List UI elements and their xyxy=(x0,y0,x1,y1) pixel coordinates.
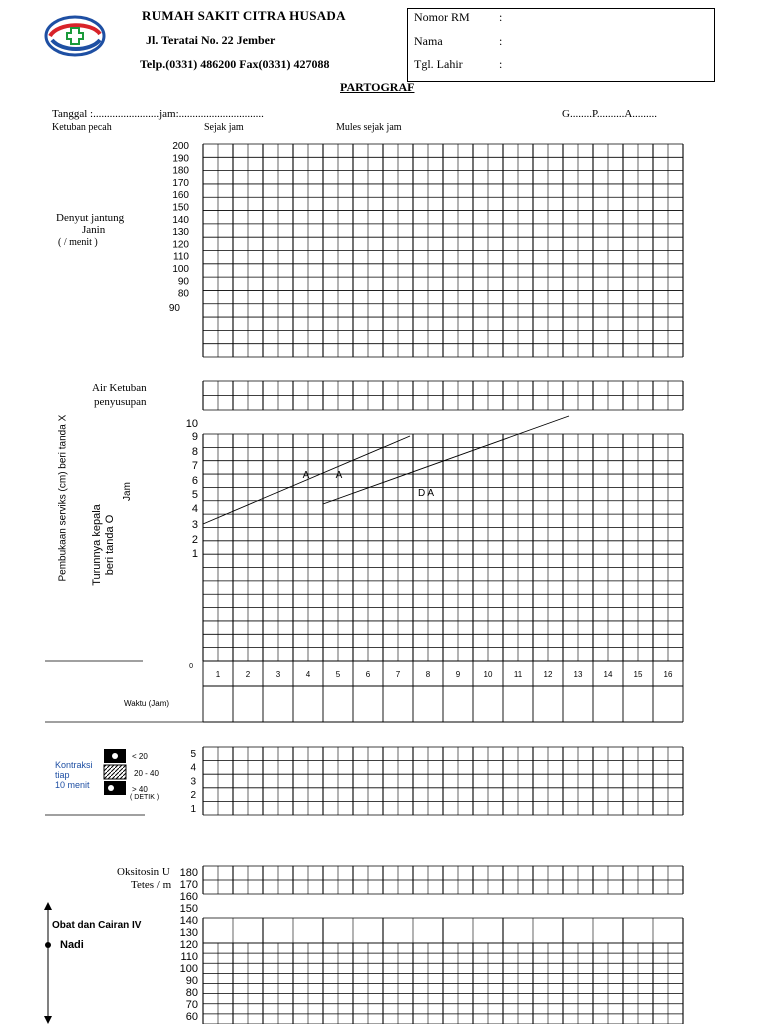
tanggal-line: Tanggal :........................jam:............................... xyxy=(52,108,264,120)
djj-tick: 160 xyxy=(172,190,189,202)
nadi-tick: 160 xyxy=(179,891,198,903)
waktu-hour-label: 4 xyxy=(305,670,311,679)
gpa-line: G........P..........A......... xyxy=(562,108,658,120)
serviks-tick: 8 xyxy=(191,446,198,458)
djj-extra-tick: 90 xyxy=(168,303,180,314)
waktu-hour-label: 10 xyxy=(483,670,493,679)
djj-tick: 180 xyxy=(172,165,189,177)
djj-label-1: Denyut jantung xyxy=(56,212,125,224)
waktu-hour-label: 14 xyxy=(603,670,613,679)
nadi-tick: 180 xyxy=(179,867,198,879)
kontraksi-tick: 3 xyxy=(190,776,196,788)
waktu-hour-label: 7 xyxy=(395,670,401,679)
djj-tick: 140 xyxy=(172,214,189,226)
kontraksi-tick: 2 xyxy=(190,790,196,802)
arrow-down-icon xyxy=(44,1016,52,1024)
djj-grid xyxy=(203,144,683,357)
page-title: PARTOGRAF xyxy=(340,80,415,94)
kontraksi-tick: 4 xyxy=(190,762,196,774)
waktu-hour-label: 12 xyxy=(543,670,553,679)
kontraksi-tick: 5 xyxy=(190,749,196,760)
serviks-tick: 2 xyxy=(191,534,198,546)
penyusupan-label: penyusupan xyxy=(94,396,147,408)
waktu-hour-label: 5 xyxy=(335,670,341,679)
waktu-hour-label: 13 xyxy=(573,670,583,679)
alert-line-label: A xyxy=(302,470,310,481)
mules-label: Mules sejak jam xyxy=(336,122,402,133)
djj-tick: 200 xyxy=(172,141,189,152)
serviks-tick: 6 xyxy=(191,475,198,487)
serviks-tick: 3 xyxy=(191,519,198,531)
nomor-rm-label: Nomor RM xyxy=(414,10,470,24)
beri-tanda-o-label: beri tanda O xyxy=(104,514,116,576)
serviks-tick: 4 xyxy=(191,503,198,515)
nadi-tick: 120 xyxy=(179,939,198,951)
kontraksi-tick: 1 xyxy=(190,803,196,815)
legend-lt20: < 20 xyxy=(132,752,148,761)
tgl-lahir-label: Tgl. Lahir xyxy=(414,57,463,71)
air-ketuban-label: Air Ketuban xyxy=(92,382,147,394)
waktu-hour-label: 15 xyxy=(633,670,643,679)
djj-tick: 130 xyxy=(172,227,189,239)
nama-colon: : xyxy=(499,34,503,48)
serviks-tick: 9 xyxy=(191,431,198,443)
djj-tick: 150 xyxy=(172,202,189,214)
turunnya-kepala-label: Turunnya kepala xyxy=(91,504,103,586)
action-line-label: A xyxy=(335,470,343,481)
hospital-name: RUMAH SAKIT CITRA HUSADA xyxy=(142,8,346,23)
waktu-label: Waktu (Jam) xyxy=(124,699,170,708)
oksitosin-grid xyxy=(203,866,683,894)
tgl-lahir-colon: : xyxy=(499,57,503,71)
nadi-tick: 110 xyxy=(180,951,198,963)
air-ketuban-grid xyxy=(203,381,683,410)
hospital-address: Jl. Teratai No. 22 Jember xyxy=(146,33,276,47)
legend-detik: ( DETIK ) xyxy=(130,794,160,801)
waktu-hour-label: 8 xyxy=(425,670,431,679)
nadi-tick: 100 xyxy=(179,963,198,975)
waktu-hour-label: 1 xyxy=(215,670,221,679)
kontraksi-label-1: Kontraksi xyxy=(55,760,93,770)
djj-tick: 100 xyxy=(172,264,189,275)
sejak-jam-label: Sejak jam xyxy=(204,122,244,133)
nadi-tick: 80 xyxy=(185,987,198,999)
djj-tick: 80 xyxy=(177,288,189,300)
serviks-zero-tick: 0 xyxy=(189,663,193,670)
djj-tick: 190 xyxy=(172,153,189,165)
serviks-grid xyxy=(203,434,683,661)
serviks-tick: 5 xyxy=(191,489,198,501)
nomor-rm-colon: : xyxy=(499,10,503,24)
nadi-grid xyxy=(203,943,683,1024)
nadi-tick: 130 xyxy=(179,927,198,939)
nadi-tick: 150 xyxy=(179,903,198,915)
ketuban-pecah-label: Ketuban pecah xyxy=(52,122,112,133)
djj-label-3: ( / menit ) xyxy=(58,237,98,248)
nadi-tick: 170 xyxy=(179,879,198,891)
legend-20-40: 20 - 40 xyxy=(134,769,159,778)
waktu-hour-label: 2 xyxy=(245,670,251,679)
waktu-hour-label: 3 xyxy=(275,670,281,679)
tetes-label: Tetes / m xyxy=(131,879,172,891)
djj-tick: 120 xyxy=(172,239,189,251)
waktu-hour-label: 16 xyxy=(663,670,673,679)
nama-label: Nama xyxy=(414,34,443,48)
obat-grid xyxy=(203,918,683,943)
nadi-tick: 60 xyxy=(185,1011,198,1023)
waktu-hour-label: 11 xyxy=(513,670,523,679)
arrow-up-icon xyxy=(44,902,52,910)
kontraksi-label-3: 10 menit xyxy=(55,780,90,790)
obat-cairan-label: Obat dan Cairan IV xyxy=(52,920,142,931)
da-label: D A xyxy=(417,488,435,499)
nadi-tick: 70 xyxy=(185,999,198,1011)
nadi-label: Nadi xyxy=(60,939,84,951)
waktu-hour-label: 6 xyxy=(365,670,371,679)
legend-gt40: > 40 xyxy=(132,785,148,794)
action-line xyxy=(323,416,569,504)
kontraksi-label-2: tiap xyxy=(55,770,70,780)
djj-tick: 110 xyxy=(173,251,189,263)
nadi-tick: 90 xyxy=(185,975,198,987)
kontraksi-grid xyxy=(203,747,683,815)
jam-rotated-label: Jam xyxy=(121,482,133,501)
serviks-tick: 7 xyxy=(191,460,198,472)
serviks-label: Pembukaan serviks (cm) beri tanda X xyxy=(57,414,69,582)
djj-tick: 170 xyxy=(172,177,189,189)
djj-label-2: Janin xyxy=(82,224,106,236)
nadi-marker-icon xyxy=(45,942,51,948)
waktu-hour-label: 9 xyxy=(455,670,461,679)
oksitosin-label: Oksitosin U xyxy=(117,866,170,878)
djj-tick: 90 xyxy=(177,276,189,288)
serviks-tick: 1 xyxy=(191,548,198,560)
serviks-tick: 10 xyxy=(185,418,198,430)
nadi-tick: 140 xyxy=(179,915,198,927)
hospital-phone: Telp.(0331) 486200 Fax(0331) 427088 xyxy=(140,57,330,71)
